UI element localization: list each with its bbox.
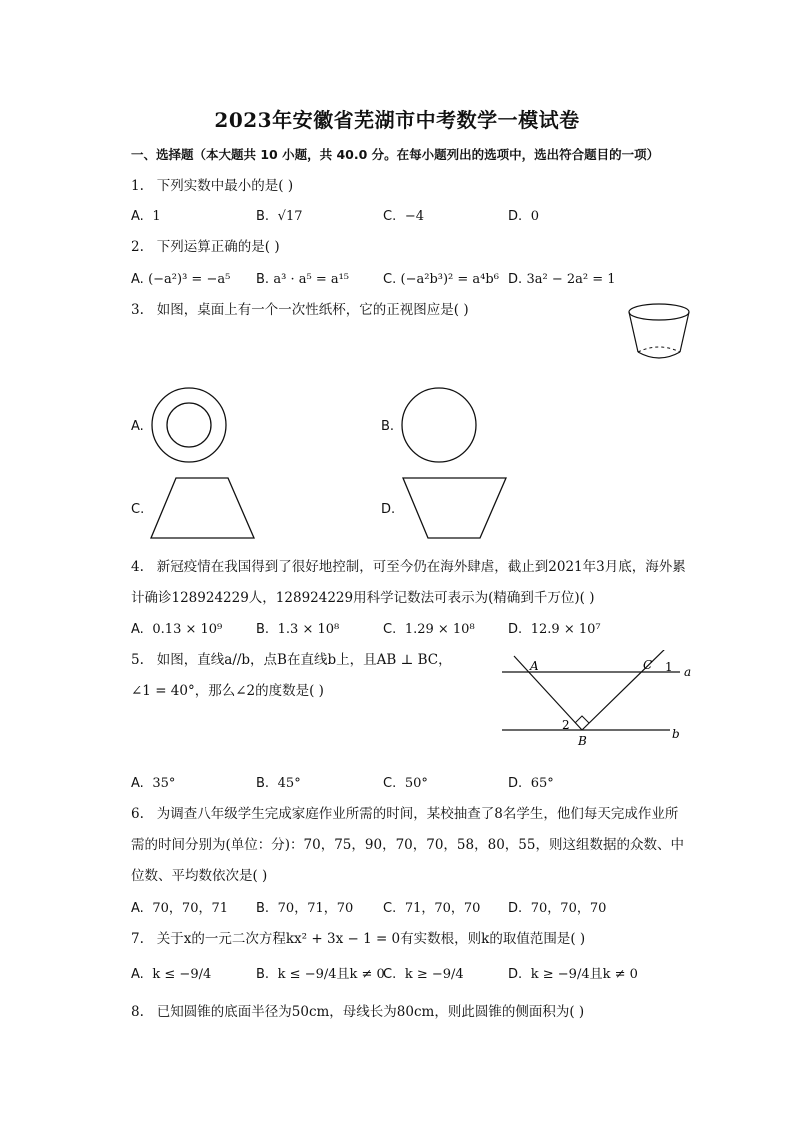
- option-c[interactable]: C. 50°: [383, 776, 428, 791]
- question-text-line1: 为调查八年级学生完成家庭作业所需的时间，某校抽查了8名学生，他们每天完成作业所: [156, 806, 679, 822]
- question-2: [131, 238, 280, 256]
- question-number: 5.: [131, 652, 144, 668]
- option-c[interactable]: C. k ≥ −9/4: [383, 967, 464, 982]
- question-text: 如图，桌面上有一个一次性纸杯，它的正视图应是( ): [156, 302, 469, 318]
- question-number: 8.: [131, 1004, 144, 1020]
- question-number: 3.: [131, 302, 144, 318]
- option-a[interactable]: A. 1: [131, 209, 161, 224]
- segment-ab: [514, 656, 582, 730]
- question-text: 关于x的一元二次方程kx² + 3x − 1 = 0有实数根，则k的取值范围是( ): [156, 931, 586, 947]
- option-c[interactable]: C. (−a²b³)² = a⁴b⁶: [383, 272, 499, 287]
- option-c[interactable]: C. 1.29 × 10⁸: [383, 622, 475, 637]
- option-b[interactable]: B. a³ · a⁵ = a¹⁵: [256, 272, 350, 287]
- label-1: 1: [665, 660, 673, 674]
- option-a[interactable]: A. (−a²)³ = −a⁵: [131, 272, 231, 287]
- option-c[interactable]: C.: [131, 502, 145, 517]
- option-a[interactable]: A.: [131, 419, 144, 434]
- label-2: 2: [562, 718, 570, 732]
- section-heading: 一、选择题（本大题共 10 小题，共 40.0 分。在每小题列出的选项中，选出符合题目的一项）: [131, 147, 660, 162]
- option-b[interactable]: B. √17: [256, 209, 303, 224]
- option-d-inverted-trapezoid-figure: [400, 474, 510, 542]
- option-b[interactable]: B.: [381, 419, 395, 434]
- option-d[interactable]: D. 0: [508, 209, 540, 224]
- question-4: [131, 558, 686, 576]
- option-a[interactable]: A. 35°: [131, 776, 176, 791]
- question-8: [131, 1003, 584, 1021]
- label-C: C: [643, 658, 653, 672]
- question-6: [131, 805, 678, 823]
- label-B: B: [578, 734, 587, 748]
- question-5-line2: ∠1 = 40°，那么∠2的度数是( ): [131, 683, 324, 699]
- question-number: 6.: [131, 806, 144, 822]
- question-number: 1.: [131, 178, 144, 194]
- option-d[interactable]: D. 3a² − 2a² = 1: [508, 272, 616, 287]
- label-A: A: [530, 659, 539, 673]
- question-3: [131, 301, 469, 319]
- label-b: b: [672, 727, 680, 741]
- option-d[interactable]: D. k ≥ −9/4且k ≠ 0: [508, 967, 638, 982]
- option-b[interactable]: B. 45°: [256, 776, 301, 791]
- question-6-line2: 需的时间分别为(单位：分)：70，75，90，70，70，58，80，55，则这组数据的众数、中: [131, 837, 684, 853]
- label-a: a: [684, 665, 692, 679]
- option-c-trapezoid-figure: [148, 474, 258, 542]
- option-d[interactable]: D. 12.9 × 10⁷: [508, 622, 601, 637]
- question-text-line1: 如图，直线a//b，点B在直线b上，且AB ⊥ BC，: [156, 652, 452, 668]
- question-number: 7.: [131, 931, 144, 947]
- question-7: [131, 930, 585, 948]
- question-1: [131, 177, 293, 195]
- question-4-line2: 计确诊128924229人，128924229用科学记数法可表示为(精确到千万位)( ): [131, 590, 595, 606]
- option-a[interactable]: A. 0.13 × 10⁹: [131, 622, 223, 637]
- option-d[interactable]: D. 65°: [508, 776, 554, 791]
- paper-cup-figure: [624, 298, 694, 366]
- option-a[interactable]: A. k ≤ −9/4: [131, 967, 212, 982]
- page-title: 2023年安徽省芜湖市中考数学一模试卷: [214, 108, 580, 132]
- question-6-line3: 位数、平均数依次是( ): [131, 868, 268, 884]
- option-d[interactable]: D.: [381, 502, 396, 517]
- question-5: [131, 651, 452, 669]
- option-b[interactable]: B. 70，71，70: [256, 901, 354, 916]
- option-b-circle-figure: [398, 384, 482, 468]
- question-text: 已知圆锥的底面半径为50cm，母线长为80cm，则此圆锥的侧面积为( ): [156, 1004, 585, 1020]
- question-number: 2.: [131, 239, 144, 255]
- option-a-ring-figure: [148, 384, 232, 468]
- question-text: 下列实数中最小的是( ): [156, 178, 294, 194]
- option-c[interactable]: C. −4: [383, 209, 424, 224]
- option-d[interactable]: D. 70，70，70: [508, 901, 607, 916]
- option-c[interactable]: C. 71，70，70: [383, 901, 481, 916]
- option-b[interactable]: B. k ≤ −9/4且k ≠ 0: [256, 967, 385, 982]
- segment-bc: [582, 650, 668, 730]
- question-text: 下列运算正确的是( ): [156, 239, 280, 255]
- option-b[interactable]: B. 1.3 × 10⁸: [256, 622, 340, 637]
- question-number: 4.: [131, 559, 144, 575]
- parallel-lines-figure: [498, 650, 698, 750]
- question-text-line1: 新冠疫情在我国得到了很好地控制，可至今仍在海外肆虐，截止到2021年3月底，海外累: [156, 559, 686, 575]
- option-a[interactable]: A. 70，70，71: [131, 901, 229, 916]
